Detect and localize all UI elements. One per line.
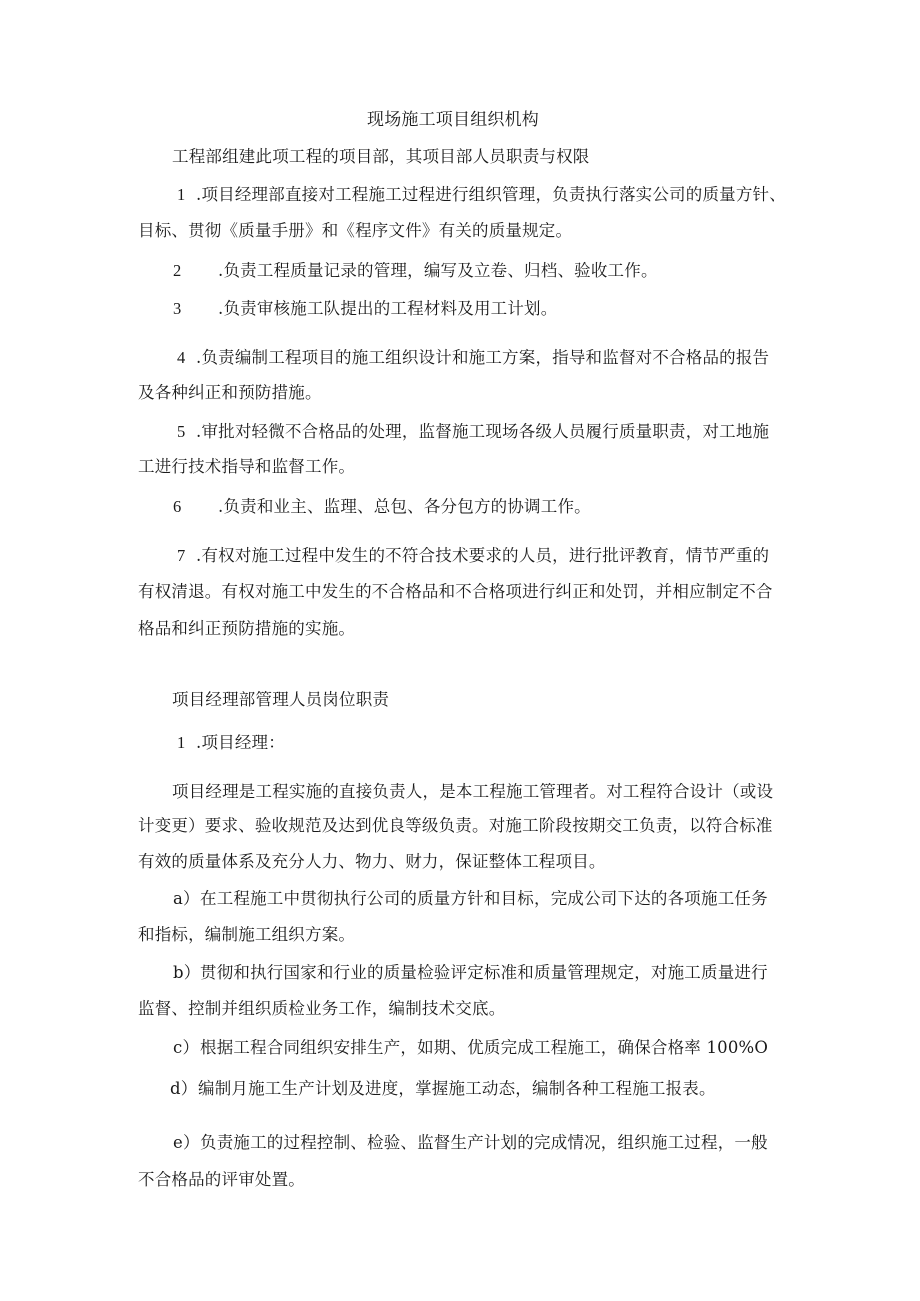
duty-marker: b） bbox=[173, 963, 201, 982]
item-text: 工进行技术指导和监督工作。 bbox=[138, 457, 356, 476]
item-number: 7 bbox=[177, 546, 186, 565]
duty-marker: a） bbox=[173, 889, 200, 908]
item-text: .审批对轻微不合格品的处理，监督施工现场各级人员履行质量职责，对工地施 bbox=[196, 422, 770, 441]
item-number: 2 bbox=[173, 261, 182, 280]
paragraph-line: 项目经理是工程实施的直接负责人，是本工程施工管理者。对工程符合设计（或设 bbox=[172, 782, 774, 801]
item-text: 目标、贯彻《质量手册》和《程序文件》有关的质量规定。 bbox=[138, 221, 573, 240]
section-heading: 项目经理部管理人员岗位职责 bbox=[172, 690, 390, 709]
duty-text: 根据工程合同组织安排生产，如期、优质完成工程施工，确保合格率 100%O bbox=[200, 1038, 769, 1057]
item-text: .负责工程质量记录的管理，编写及立卷、归档、验收工作。 bbox=[218, 261, 658, 280]
duty-text: 不合格品的评审处置。 bbox=[138, 1170, 305, 1189]
item-text: .负责编制工程项目的施工组织设计和施工方案，指导和监督对不合格品的报告 bbox=[196, 348, 770, 367]
item-number: 3 bbox=[173, 299, 182, 318]
duty-text: 编制月施工生产计划及进度，掌握施工动态，编制各种工程施工报表。 bbox=[198, 1079, 716, 1098]
item-text: .项目经理： bbox=[196, 733, 285, 752]
duty-marker: c） bbox=[173, 1038, 200, 1057]
item-text: .负责和业主、监理、总包、各分包方的协调工作。 bbox=[218, 497, 591, 516]
item-text: 及各种纠正和预防措施。 bbox=[138, 383, 322, 402]
duty-text: 和指标，编制施工组织方案。 bbox=[138, 925, 356, 944]
item-number: 1 bbox=[177, 185, 186, 204]
item-text: .负责审核施工队提出的工程材料及用工计划。 bbox=[218, 299, 558, 318]
item-number: 1 bbox=[177, 733, 186, 752]
paragraph-line: 有效的质量体系及充分人力、物力、财力，保证整体工程项目。 bbox=[138, 852, 606, 871]
paragraph-line: 计变更）要求、验收规范及达到优良等级负责。对施工阶段按期交工负责，以符合标准 bbox=[138, 816, 773, 835]
item-text: 格品和纠正预防措施的实施。 bbox=[138, 619, 356, 638]
item-number: 6 bbox=[173, 497, 182, 516]
duty-text: 负责施工的过程控制、检验、监督生产计划的完成情况，组织施工过程，一般 bbox=[200, 1133, 768, 1152]
duty-text: 监督、控制并组织质检业务工作，编制技术交底。 bbox=[138, 999, 506, 1018]
duty-text: 在工程施工中贯彻执行公司的质量方针和目标，完成公司下达的各项施工任务 bbox=[200, 889, 768, 908]
intro-paragraph: 工程部组建此项工程的项目部，其项目部人员职责与权限 bbox=[172, 147, 590, 166]
item-text: .项目经理部直接对工程施工过程进行组织管理，负责执行落实公司的质量方针、 bbox=[196, 185, 786, 204]
item-text: 有权清退。有权对施工中发生的不合格品和不合格项进行纠正和处罚，并相应制定不合 bbox=[138, 582, 773, 601]
duty-marker: d） bbox=[170, 1079, 198, 1098]
document-title: 现场施工项目组织机构 bbox=[367, 110, 539, 130]
item-number: 4 bbox=[177, 348, 186, 367]
duty-text: 贯彻和执行国家和行业的质量检验评定标准和质量管理规定，对施工质量进行 bbox=[200, 963, 768, 982]
item-text: .有权对施工过程中发生的不符合技术要求的人员，进行批评教育，情节严重的 bbox=[196, 546, 770, 565]
duty-marker: e） bbox=[173, 1133, 200, 1152]
item-number: 5 bbox=[177, 422, 186, 441]
